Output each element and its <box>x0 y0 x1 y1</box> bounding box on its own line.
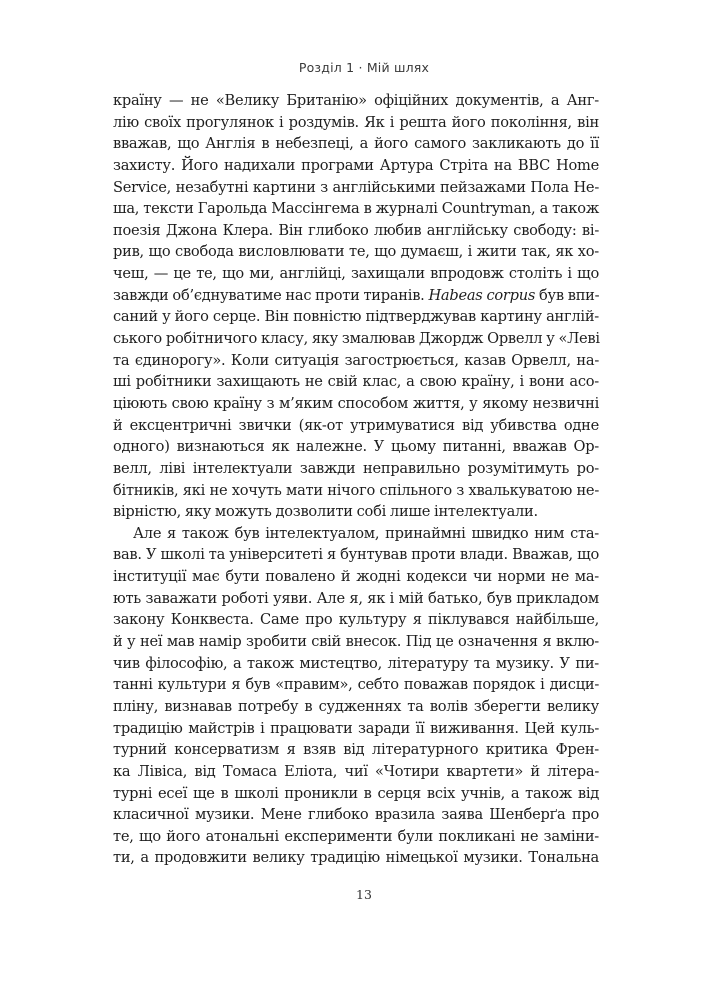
running-header: Розділ 1 · Мій шлях <box>298 60 430 75</box>
text-line: завжди об’єднуватиме нас проти тиранів. Habeas corpus був впи- <box>113 286 600 304</box>
page-number: 13 <box>356 887 372 902</box>
text-line: ша, тексти Гарольда Массінгема в журналі Countryman, а також <box>113 200 599 218</box>
text-line: лію своїх прогулянок і роздумів. Як і решта його покоління, він <box>113 113 599 131</box>
text-line: вірністю, яку можуть дозволити собі лише інтелектуали. <box>113 503 538 521</box>
text-line: велл, ліві інтелектуали завжди неправильно розумітимуть ро- <box>113 459 599 477</box>
text-line: танні культури я був «правим», себто поважав порядок і дисци- <box>113 676 599 694</box>
text-line: захисту. Його надихали програми Артура Стріта на BBC Home <box>113 156 599 174</box>
text-line: ють заважати роботі уяви. Але я, як і мій батько, був прикладом <box>113 589 599 607</box>
text-line: те, що його атональні експерименти були покликані не заміни- <box>113 827 599 845</box>
text-line: країну — не «Велику Британію» офіційних документів, а Анг- <box>113 92 599 109</box>
text-line: інституції має бути повалено й жодні кодекси чи норми не ма- <box>113 568 599 586</box>
text-line: класичної музики. Мене глибоко вразила заява Шенберґа про <box>113 806 599 824</box>
text-line: та єдинорогу». Коли ситуація загострюється, казав Орвелл, на- <box>113 351 599 369</box>
text-line: й ексцентричні звички (як-от утримуватися від убивства одне <box>113 416 599 434</box>
text-line: турні есеї ще в школі проникли в серця всіх учнів, а також від <box>113 784 599 802</box>
text-line: ти, а продовжити велику традицію німецької музики. Тональна <box>113 849 599 867</box>
text-line: поезія Джона Клера. Він глибоко любив англійську свободу: ві- <box>113 221 599 239</box>
text-line: Service, незабутні картини з англійськими пейзажами Пола Не- <box>113 178 599 196</box>
text-line: саний у його серце. Він повністю підтверджував картину англій- <box>113 308 599 326</box>
text-line: рив, що свобода висловлювати те, що думаєш, і жити так, як хо- <box>113 243 599 261</box>
text-line: вважав, що Англія в небезпеці, а його самого закликають до її <box>113 135 599 153</box>
text-line: чив філософію, а також мистецтво, літературу та музику. У пи- <box>113 654 599 672</box>
text-line: закону Конквеста. Саме про культуру я піклувався найбільше, <box>113 611 599 629</box>
paragraph <box>113 90 599 523</box>
text-line: ського робітничого класу, яку змалював Джордж Орвелл у «Леві <box>113 330 600 348</box>
text-line: Але я також був інтелектуалом, принаймні швидко ним ста- <box>133 524 599 542</box>
text-line: ціюють свою країну з м’яким способом життя, у якому незвичні <box>113 394 599 412</box>
italic-term: Habeas corpus <box>428 286 536 304</box>
text-line: й у неї мав намір зробити свій внесок. Під це означення я вклю- <box>113 633 599 651</box>
text-line: ші робітники захищають не свій клас, а свою країну, і вони асо- <box>113 373 599 391</box>
paragraph <box>113 523 599 869</box>
text-line: традицію майстрів і працювати заради її виживання. Цей куль- <box>113 719 599 737</box>
text-line: бітників, які не хочуть мати нічого спільного з хвалькуватою не- <box>113 481 599 499</box>
text-line: чеш, — це те, що ми, англійці, захищали впродовж століть і що <box>113 265 599 283</box>
text-line: вав. У школі та університеті я бунтував проти влади. Вважав, що <box>113 546 599 564</box>
text-line: пліну, визнавав потребу в судженнях та волів зберегти велику <box>113 697 599 715</box>
text-line: турний консерватизм я взяв від літературного критика Френ- <box>113 741 599 759</box>
text-line: ка Лівіса, від Томаса Еліота, чиї «Чотири квартети» й літера- <box>113 762 599 780</box>
text-line: одного) визнаються як належне. У цьому питанні, вважав Ор- <box>113 438 599 456</box>
body-text <box>113 90 599 869</box>
